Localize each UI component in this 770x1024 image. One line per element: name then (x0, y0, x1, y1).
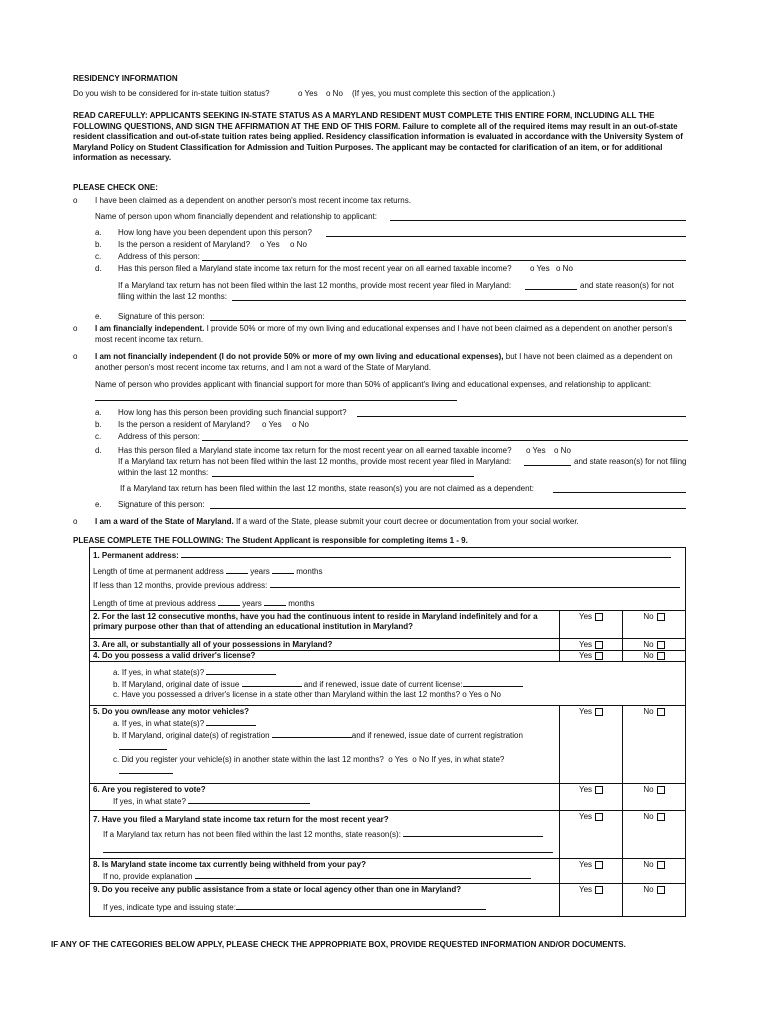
q6-no[interactable] (623, 784, 686, 811)
q3-q4-cell (90, 639, 560, 662)
opt1-e-label: Signature of this person: (118, 312, 205, 321)
q4b-renew-field[interactable] (463, 678, 523, 687)
option-2-checkbox[interactable]: o (73, 324, 78, 333)
q6-yes-label: Yes (578, 785, 593, 794)
q1-years-field[interactable] (226, 565, 248, 574)
q4a-label: a. If yes, in what state(s)? (113, 668, 205, 677)
q6-cell (90, 784, 560, 811)
q6-yes[interactable] (560, 784, 623, 811)
q1-cell (90, 548, 686, 611)
q7-no-label: No (643, 812, 654, 821)
q8a-label: If no, provide explanation (103, 872, 193, 881)
q5-label: 5. Do you own/lease any motor vehicles? (93, 707, 250, 716)
opt3-d-reason-field[interactable] (212, 468, 474, 477)
q2-no-label: No (643, 612, 654, 621)
q1-label: 1. Permanent address: (93, 551, 179, 560)
opt3-d-reason2-field[interactable] (553, 484, 686, 493)
q5-cell (90, 706, 560, 784)
opt1-b-yes[interactable]: o Yes (260, 240, 280, 249)
q8-no[interactable] (623, 859, 686, 884)
option-1-checkbox[interactable]: o (73, 196, 78, 205)
opt3-name-field[interactable] (95, 392, 457, 401)
q4c-no[interactable]: o No (484, 690, 501, 699)
q6-no-label: No (643, 785, 654, 794)
check-one-heading: PLEASE CHECK ONE: (73, 183, 158, 192)
q8a-field[interactable] (195, 870, 531, 879)
opt3-a-field[interactable] (357, 408, 686, 417)
q4b2-label: and if renewed, issue date of current license: (303, 680, 463, 689)
section-title: RESIDENCY INFORMATION (73, 74, 178, 83)
opt1-b-no[interactable]: o No (290, 240, 307, 249)
q2-label: 2. For the last 12 consecutive months, have you had the continuous intent to reside in Maryland indefinitely and for a primary purpose other than that of attending an educational institution in Maryland? (90, 611, 560, 639)
q1-prev-years-field[interactable] (218, 597, 240, 606)
instate-question: Do you wish to be considered for in-state tuition status? (73, 89, 270, 98)
q1-years-label: years (250, 567, 270, 576)
q8-yes[interactable] (560, 859, 623, 884)
q9-yes-label: Yes (578, 885, 593, 894)
opt3-b-no[interactable]: o No (292, 420, 309, 429)
q3-yes[interactable] (560, 640, 622, 650)
opt1-d-no[interactable]: o No (556, 264, 573, 273)
opt1-d-note1b: and state reason(s) for not (580, 281, 674, 290)
q3-no[interactable] (623, 640, 685, 650)
q4c-yes[interactable]: o Yes (462, 690, 482, 699)
opt3-c-label: Address of this person: (118, 432, 200, 441)
q5-yes[interactable] (560, 706, 623, 784)
instate-no-option[interactable]: o No (326, 89, 343, 98)
q7-no-box[interactable] (657, 813, 665, 821)
option-3-text: but I have not been claimed as a dependent on (505, 352, 673, 361)
opt3-d-note1: If a Maryland tax return has not been filed within the last 12 months, provide most recent year filed in Maryland: (118, 457, 512, 466)
q4b-date-field[interactable] (242, 678, 302, 687)
opt1-c-field[interactable] (202, 252, 686, 261)
opt3-d-year-field[interactable] (524, 457, 571, 466)
q8-label: 8. Is Maryland state income tax currently being withheld from your pay? (93, 860, 366, 869)
q5a-field[interactable] (206, 717, 256, 726)
q1-months-label: months (296, 567, 323, 576)
opt1-b-label: Is the person a resident of Maryland? (118, 240, 251, 249)
option-3-bold: I am not financially independent (I do not provide 50% or more of my own living and educational expenses), (95, 352, 504, 361)
q1-months-field[interactable] (272, 565, 294, 574)
residency-questions-table (89, 547, 686, 917)
option-1-text: I have been claimed as a dependent on another person's most recent income tax returns. (95, 196, 411, 205)
opt3-e-letter: e. (95, 500, 102, 509)
q8-no-box[interactable] (657, 861, 665, 869)
q1-prev-label: If less than 12 months, provide previous address: (93, 581, 268, 590)
q4-no-box[interactable] (657, 652, 665, 660)
q5-no-label: No (643, 707, 654, 716)
opt3-d-letter: d. (95, 446, 102, 455)
q4-yes[interactable] (560, 650, 622, 661)
q9-no-label: No (643, 885, 654, 894)
q8-cell (90, 859, 560, 884)
q2-yes-label: Yes (578, 612, 593, 621)
opt1-e-letter: e. (95, 312, 102, 321)
q4-details-cell (90, 662, 686, 706)
q1-prev-field[interactable] (270, 579, 680, 588)
opt1-d-note2: filing within the last 12 months: (118, 292, 227, 301)
q5a-label: a. If yes, in what state(s)? (113, 719, 205, 728)
opt1-a-letter: a. (95, 228, 102, 237)
q2-yes-box[interactable] (595, 613, 603, 621)
q6-yes-box[interactable] (595, 786, 603, 794)
option-2-text: I provide 50% or more of my own living and educational expenses and I have not been claimed as a dependent on another person's (206, 324, 673, 333)
q5c-label: c. Did you register your vehicle(s) in another state within the last 12 months? (113, 755, 384, 764)
opt3-e-label: Signature of this person: (118, 500, 205, 509)
opt3-d-note2: within the last 12 months: (118, 468, 209, 477)
opt3-name-label: Name of person who provides applicant with financial support for more than 50% of applicant's living and educational expenses, and relationship to applicant: (95, 380, 652, 389)
q5c-state-field[interactable] (119, 765, 173, 774)
option-4-checkbox[interactable]: o (73, 517, 78, 526)
option-4-bold: I am a ward of the State of Maryland. (95, 517, 234, 526)
instate-yes-option[interactable]: o Yes (298, 89, 318, 98)
q3-label: 3. Are all, or substantially all of your possessions in Maryland? (93, 640, 333, 649)
q1-prev-length-label: Length of time at previous address (93, 599, 216, 608)
q4-no-label: No (643, 651, 654, 660)
opt3-c-letter: c. (95, 432, 102, 441)
q4-label: 4. Do you possess a valid driver's license? (90, 650, 559, 661)
q5c-yes[interactable]: o Yes (388, 755, 408, 764)
q7-no[interactable] (623, 811, 686, 859)
opt3-b-label: Is the person a resident of Maryland? (118, 420, 251, 429)
complete-heading: PLEASE COMPLETE THE FOLLOWING: The Student Applicant is responsible for completing items 1 - 9. (73, 536, 468, 545)
opt3-b-letter: b. (95, 420, 102, 429)
q5b2-label: and if renewed, issue date of current registration (351, 731, 523, 740)
q3-q4-yes-cell (560, 639, 623, 662)
q9-no[interactable] (623, 884, 686, 917)
q1-length-label: Length of time at permanent address (93, 567, 224, 576)
q9-cell (90, 884, 560, 917)
q4-yes-label: Yes (578, 651, 593, 660)
q9-yes-box[interactable] (595, 886, 603, 894)
q8-yes-label: Yes (578, 860, 593, 869)
option-2-bold: I am financially independent. (95, 324, 205, 333)
option-4-text: If a ward of the State, please submit your court decree or documentation from your social worker. (235, 517, 579, 526)
q4-yes-box[interactable] (595, 652, 603, 660)
q3-no-box[interactable] (657, 641, 665, 649)
opt1-d-year-field[interactable] (525, 281, 577, 290)
q5b-label: b. If Maryland, original date(s) of registration (113, 731, 270, 740)
q5-no[interactable] (623, 706, 686, 784)
q2-no[interactable] (623, 611, 686, 639)
opt1-signature-field[interactable] (210, 312, 686, 321)
option-3-checkbox[interactable]: o (73, 352, 78, 361)
opt1-c-label: Address of this person: (118, 252, 200, 261)
opt1-b-letter: b. (95, 240, 102, 249)
opt1-d-yes[interactable]: o Yes (530, 264, 550, 273)
opt3-d-yes[interactable]: o Yes (526, 446, 546, 455)
q5-yes-box[interactable] (595, 708, 603, 716)
q9-no-box[interactable] (657, 886, 665, 894)
q5b-renew-field[interactable] (119, 741, 167, 750)
opt3-signature-field[interactable] (210, 500, 686, 509)
q4a-field[interactable] (206, 666, 276, 675)
q4-no[interactable] (623, 650, 685, 661)
q7-label: 7. Have you filed a Maryland state income tax return for the most recent year? (93, 815, 389, 824)
opt3-c-field[interactable] (202, 432, 688, 441)
q7a-label: If a Maryland tax return has not been filed within the last 12 months, state reason(s): (103, 830, 401, 839)
q7a-field-2[interactable] (103, 844, 553, 853)
q4b-label: b. If Maryland, original date of issue (113, 680, 240, 689)
q7-yes[interactable] (560, 811, 623, 859)
q3-yes-box[interactable] (595, 641, 603, 649)
q9a-field[interactable] (236, 901, 486, 910)
q7a-field[interactable] (403, 828, 543, 837)
q6-label: 6. Are you registered to vote? (93, 785, 206, 794)
opt3-a-label: How long has this person been providing such financial support? (118, 408, 347, 417)
opt1-name-field[interactable] (390, 212, 686, 221)
q6a-field[interactable] (188, 795, 310, 804)
instate-note: (If yes, you must complete this section of the application.) (352, 89, 556, 98)
q5b-date-field[interactable] (272, 729, 352, 738)
opt3-d-label: Has this person filed a Maryland state income tax return for the most recent year on all earned taxable income? (118, 446, 512, 455)
q1-address-field[interactable] (181, 549, 671, 558)
q3-no-label: No (643, 640, 654, 649)
q2-no-box[interactable] (657, 613, 665, 621)
q7-yes-label: Yes (578, 812, 593, 821)
q5c-no[interactable]: o No (412, 755, 430, 764)
opt1-d-label: Has this person filed a Maryland state income tax return for the most recent year on all earned taxable income? (118, 264, 512, 273)
instructions-paragraph: READ CAREFULLY: APPLICANTS SEEKING IN-STATE STATUS AS A MARYLAND RESIDENT MUST COMPLETE THIS ENTIRE FORM, INCLUDING ALL THE FOLLOWING QUESTIONS, AND SIGN THE AFFIRMATION AT THE END OF THIS FORM. Failure to complete all of the required items may result in an out-of-state resident classification and out-of-state tuition rates being applied. Residency classification information is evaluated in accordance with the University System of Maryland Policy on Student Classification for Admission and Tuition Purposes. The applicant may be contacted for clarification of an item, or for additional information as necessary. (73, 111, 683, 162)
footer-instruction: IF ANY OF THE CATEGORIES BELOW APPLY, PLEASE CHECK THE APPROPRIATE BOX, PROVIDE REQUESTED INFORMATION AND/OR DOCUMENTS. (51, 940, 626, 949)
q6a-label: If yes, in what state? (113, 797, 186, 806)
q3-yes-label: Yes (578, 640, 593, 649)
opt3-d-no[interactable]: o No (554, 446, 571, 455)
option-3-text2: another person's most recent income tax returns, and I am not a ward of the State of Maryland. (95, 363, 431, 372)
q3-q4-no-cell (623, 639, 686, 662)
q5c2-label: If yes, in what state? (431, 755, 505, 764)
q9a-label: If yes, indicate type and issuing state: (103, 903, 236, 912)
q7-cell (90, 811, 560, 859)
option-2-text2: most recent income tax return. (95, 335, 204, 344)
q1-prev-years-label: years (242, 599, 262, 608)
opt1-a-field[interactable] (326, 228, 686, 237)
opt1-name-label: Name of person upon whom financially dependent and relationship to applicant: (95, 212, 377, 221)
q6-no-box[interactable] (657, 786, 665, 794)
opt3-d-note1b: and state reason(s) for not filing (574, 457, 687, 466)
opt1-d-letter: d. (95, 264, 102, 273)
opt3-a-letter: a. (95, 408, 102, 417)
q1-prev-months-label: months (288, 599, 315, 608)
opt1-d-reason-field[interactable] (232, 292, 686, 301)
opt1-c-letter: c. (95, 252, 102, 261)
opt1-a-label: How long have you been dependent upon this person? (118, 228, 312, 237)
q4c-label: c. Have you possessed a driver's license in a state other than Maryland within the last 12 months? (113, 690, 461, 699)
opt1-d-note1: If a Maryland tax return has not been filed within the last 12 months, provide most recent year filed in Maryland: (118, 281, 512, 290)
q8-yes-box[interactable] (595, 861, 603, 869)
q2-yes[interactable] (560, 611, 623, 639)
opt3-b-yes[interactable]: o Yes (262, 420, 282, 429)
q9-label: 9. Do you receive any public assistance from a state or local agency other than one in Maryland? (93, 885, 462, 894)
q1-prev-months-field[interactable] (264, 597, 286, 606)
q5-yes-label: Yes (578, 707, 593, 716)
opt3-d-note3: If a Maryland tax return has been filed within the last 12 months, state reason(s) you are not claimed as a dependent: (120, 484, 535, 493)
q5-no-box[interactable] (657, 708, 665, 716)
q8-no-label: No (643, 860, 654, 869)
q9-yes[interactable] (560, 884, 623, 917)
q7-yes-box[interactable] (595, 813, 603, 821)
